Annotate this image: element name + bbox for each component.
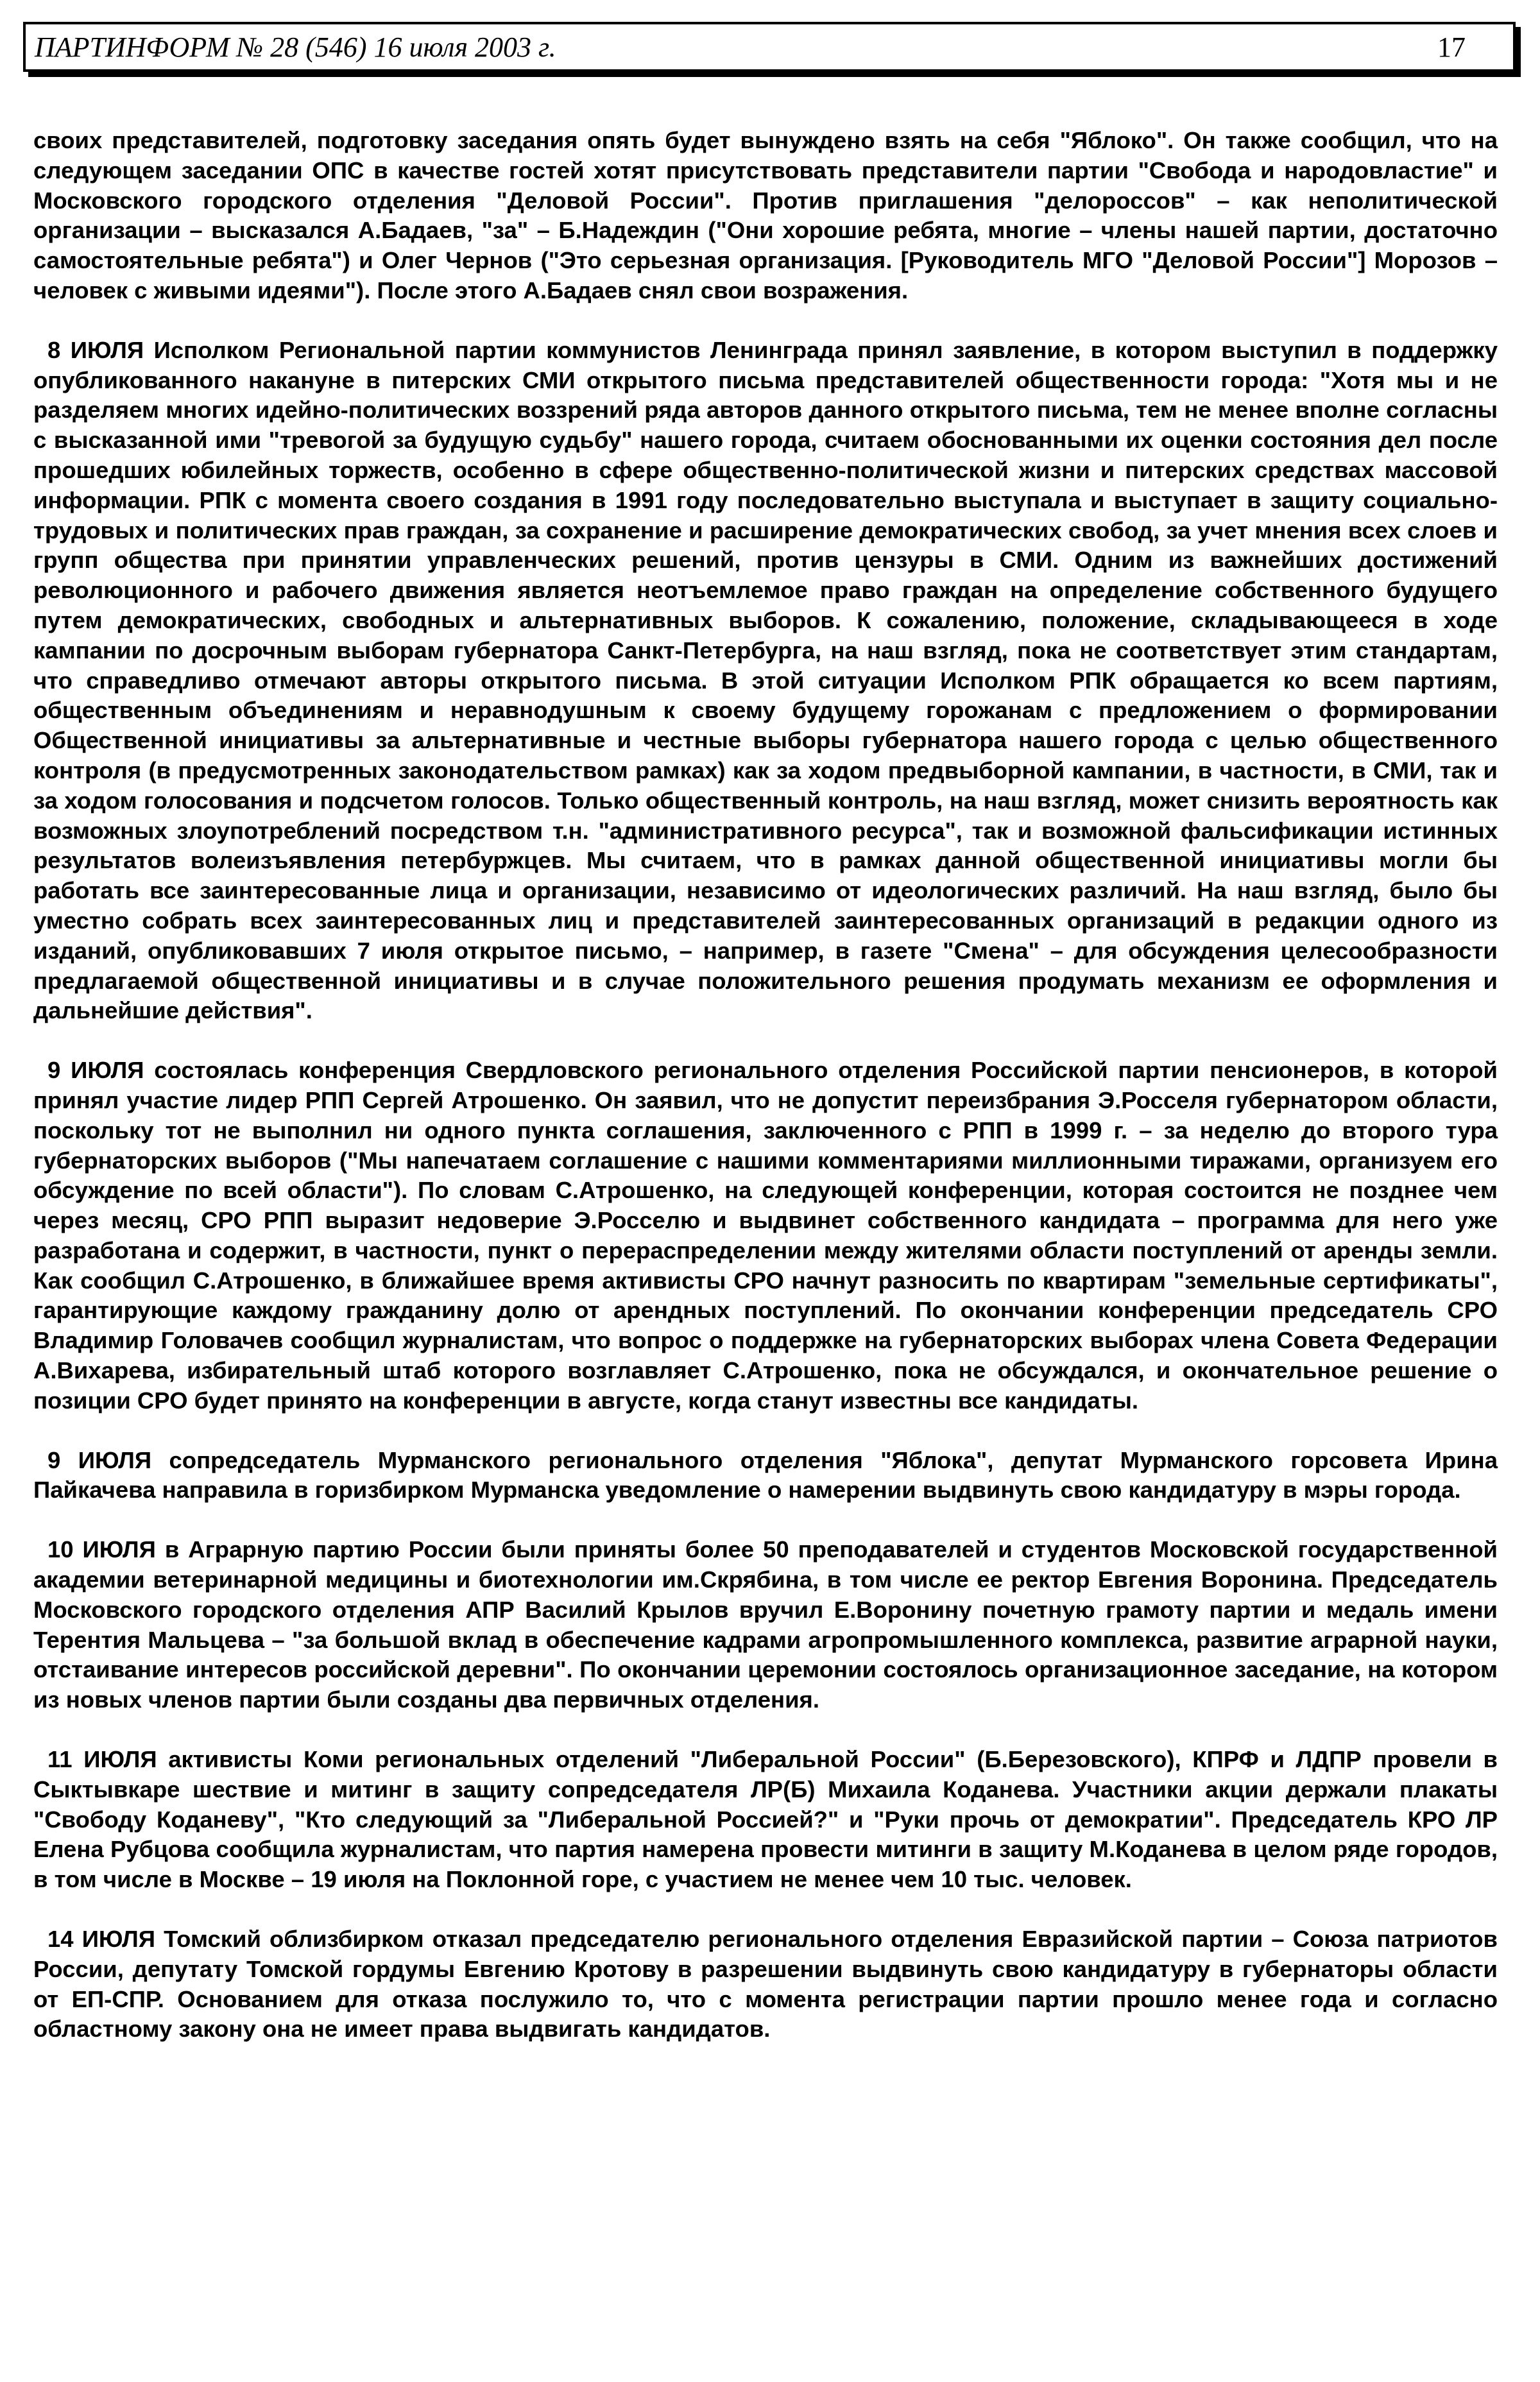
paragraph: 8 ИЮЛЯ Исполком Региональной партии коммунистов Ленинграда принял заявление, в котором выступил в поддержку опубликованного накануне в питерских СМИ открытого письма представителей общественности города: "Хотя мы и не разделяем многих идейно-политических воззрений ряда авторов данного открытого письма, тем не менее вполне согласны с высказанной ими "тревогой за будущую судьбу" нашего города, считаем обоснованными их оценки состояния дел после прошедших юбилейных торжеств, особенно в сфере общественно-политической жизни и питерских средствах массовой информации. РПК с момента своего создания в 1991 году последовательно выступала и выступает в защиту социально-трудовых и политических прав граждан, за сохранение и расширение демократических свобод, за учет мнения всех слоев и групп общества при принятии управленческих решений, против цензуры в СМИ. Одним из важнейших достижений революционного и рабочего движения является неотъемлемое право граждан на определение собственного будущего путем демократических, свободных и альтернативных выборов. К сожалению, положение, складывающееся в ходе кампании по досрочным выборам губернатора Санкт-Петербурга, на наш взгляд, пока не соответствует этим стандартам, что справедливо отмечают авторы открытого письма. В этой ситуации Исполком РПК обращается ко всем партиям, общественным объединениям и неравнодушным к своему будущему горожанам с предложением о формировании Общественной инициативы за альтернативные и честные выборы губернатора нашего города с целью общественного контроля (в предусмотренных законодательством рамках) как за ходом предвыборной кампании, в частности, в СМИ, так и за ходом голосования и подсчетом голосов. Только общественный контроль, на наш взгляд, может снизить вероятность как возможных злоупотреблений посредством т.н. "административного ресурса", так и возможной фальсификации истинных результатов волеизъявления петербуржцев. Мы считаем, что в рамках данной общественной инициативы могли бы работать все заинтересованные лица и организации, независимо от идеологических различий. На наш взгляд, было бы уместно собрать всех заинтересованных лиц и представителей заинтересованных организаций в редакции одного из изданий, опубликовавших 7 июля открытое письмо, – например, в газете "Смена" – для обсуждения целесообразности предлагаемой общественной инициативы и в случае положительного решения продумать механизм ее оформления и дальнейшие действия". — [33, 336, 1498, 1024]
page-header — [23, 22, 1516, 72]
page-number: 17 — [1437, 31, 1466, 63]
paragraph: 9 ИЮЛЯ сопредседатель Мурманского регионального отделения "Яблока", депутат Мурманского горсовета Ирина Пайкачева направила в горизбирком Мурманска уведомление о намерении выдвинуть свою кандидатуру в мэры города. — [33, 1446, 1498, 1504]
paragraph: 9 ИЮЛЯ состоялась конференция Свердловского регионального отделения Российской партии пенсионеров, в которой принял участие лидер РПП Сергей Атрошенко. Он заявил, что не допустит переизбрания Э.Росселя губернатором области, поскольку тот не выполнил ни одного пункта соглашения, заключенного с РПП в 1999 г. – за неделю до второго тура губернаторских выборов ("Мы напечатаем соглашение с нашими комментариями миллионными тиражами, организуем его обсуждение по всей области"). По словам С.Атрошенко, на следующей конференции, которая состоится не позднее чем через месяц, СРО РПП выразит недоверие Э.Росселю и выдвинет собственного кандидата – программа для него уже разработана и содержит, в частности, пункт о перераспределении между жителями области поступлений от аренды земли. Как сообщил С.Атрошенко, в ближайшее время активисты СРО начнут разносить по квартирам "земельные сертификаты", гарантирующие каждому гражданину долю от арендных поступлений. По окончании конференции председатель СРО Владимир Головачев сообщил журналистам, что вопрос о поддержке на губернаторских выборах члена Совета Федерации А.Вихарева, избирательный штаб которого возглавляет С.Атрошенко, пока не обсуждался, и окончательное решение о позиции СРО будет принято на конференции в августе, когда станут известны все кандидаты. — [33, 1057, 1498, 1414]
paragraph: 11 ИЮЛЯ активисты Коми региональных отделений "Либеральной России" (Б.Березовского), КПРФ и ЛДПР провели в Сыктывкаре шествие и митинг в защиту сопредседателя ЛР(Б) Михаила Коданева. Участники акции держали плакаты "Свободу Коданеву", "Кто следующий за "Либеральной Россией?" и "Руки прочь от демократии". Председатель КРО ЛР Елена Рубцова сообщила журналистам, что партия намерена провести митинги в защиту М.Коданева в целом ряде городов, в том числе в Москве – 19 июля на Поклонной горе, с участием не менее чем 10 тыс. человек. — [33, 1746, 1498, 1893]
paragraph: 10 ИЮЛЯ в Аграрную партию России были приняты более 50 преподавателей и студентов Московской государственной академии ветеринарной медицины и биотехнологии им.Скрябина, в том числе ее ректор Евгения Воронина. Председатель Московского городского отделения АПР Василий Крылов вручил Е.Воронину почетную грамоту партии и медаль имени Терентия Мальцева – "за большой вклад в обеспечение кадрами агропромышленного комплекса, развитие аграрной науки, отстаивание интересов российской деревни". По окончании церемонии состоялось организационное заседание, на котором из новых членов партии были созданы два первичных отделения. — [33, 1536, 1498, 1713]
paragraph: 14 ИЮЛЯ Томский облизбирком отказал председателю регионального отделения Евразийской партии – Союза патриотов России, депутату Томской гордумы Евгению Кротову в разрешении выдвинуть свою кандидатуру в губернаторы области от ЕП-СПР. Основанием для отказа послужило то, что с момента регистрации партии прошло менее года и согласно областному закону она не имеет права выдвигать кандидатов. — [33, 1926, 1498, 2043]
article-body — [33, 126, 1498, 2074]
paragraph: своих представителей, подготовку заседания опять будет вынуждено взять на себя "Яблоко". Он также сообщил, что на следующем заседании ОПС в качестве гостей хотят присутствовать представители партии "Свобода и народовластие" и Московского городского отделения "Деловой России". Против приглашения "делороссов" – как неполитической организации – высказался А.Бадаев, "за" – Б.Надеждин ("Они хорошие ребята, многие – члены нашей партии, достаточно самостоятельные ребята") и Олег Чернов ("Это серьезная организация. [Руководитель МГО "Деловой России"] Морозов – человек с живыми идеями"). После этого А.Бадаев снял свои возражения. — [33, 127, 1498, 304]
publication-title: ПАРТИНФОРМ № 28 (546) 16 июля 2003 г. — [35, 31, 556, 63]
